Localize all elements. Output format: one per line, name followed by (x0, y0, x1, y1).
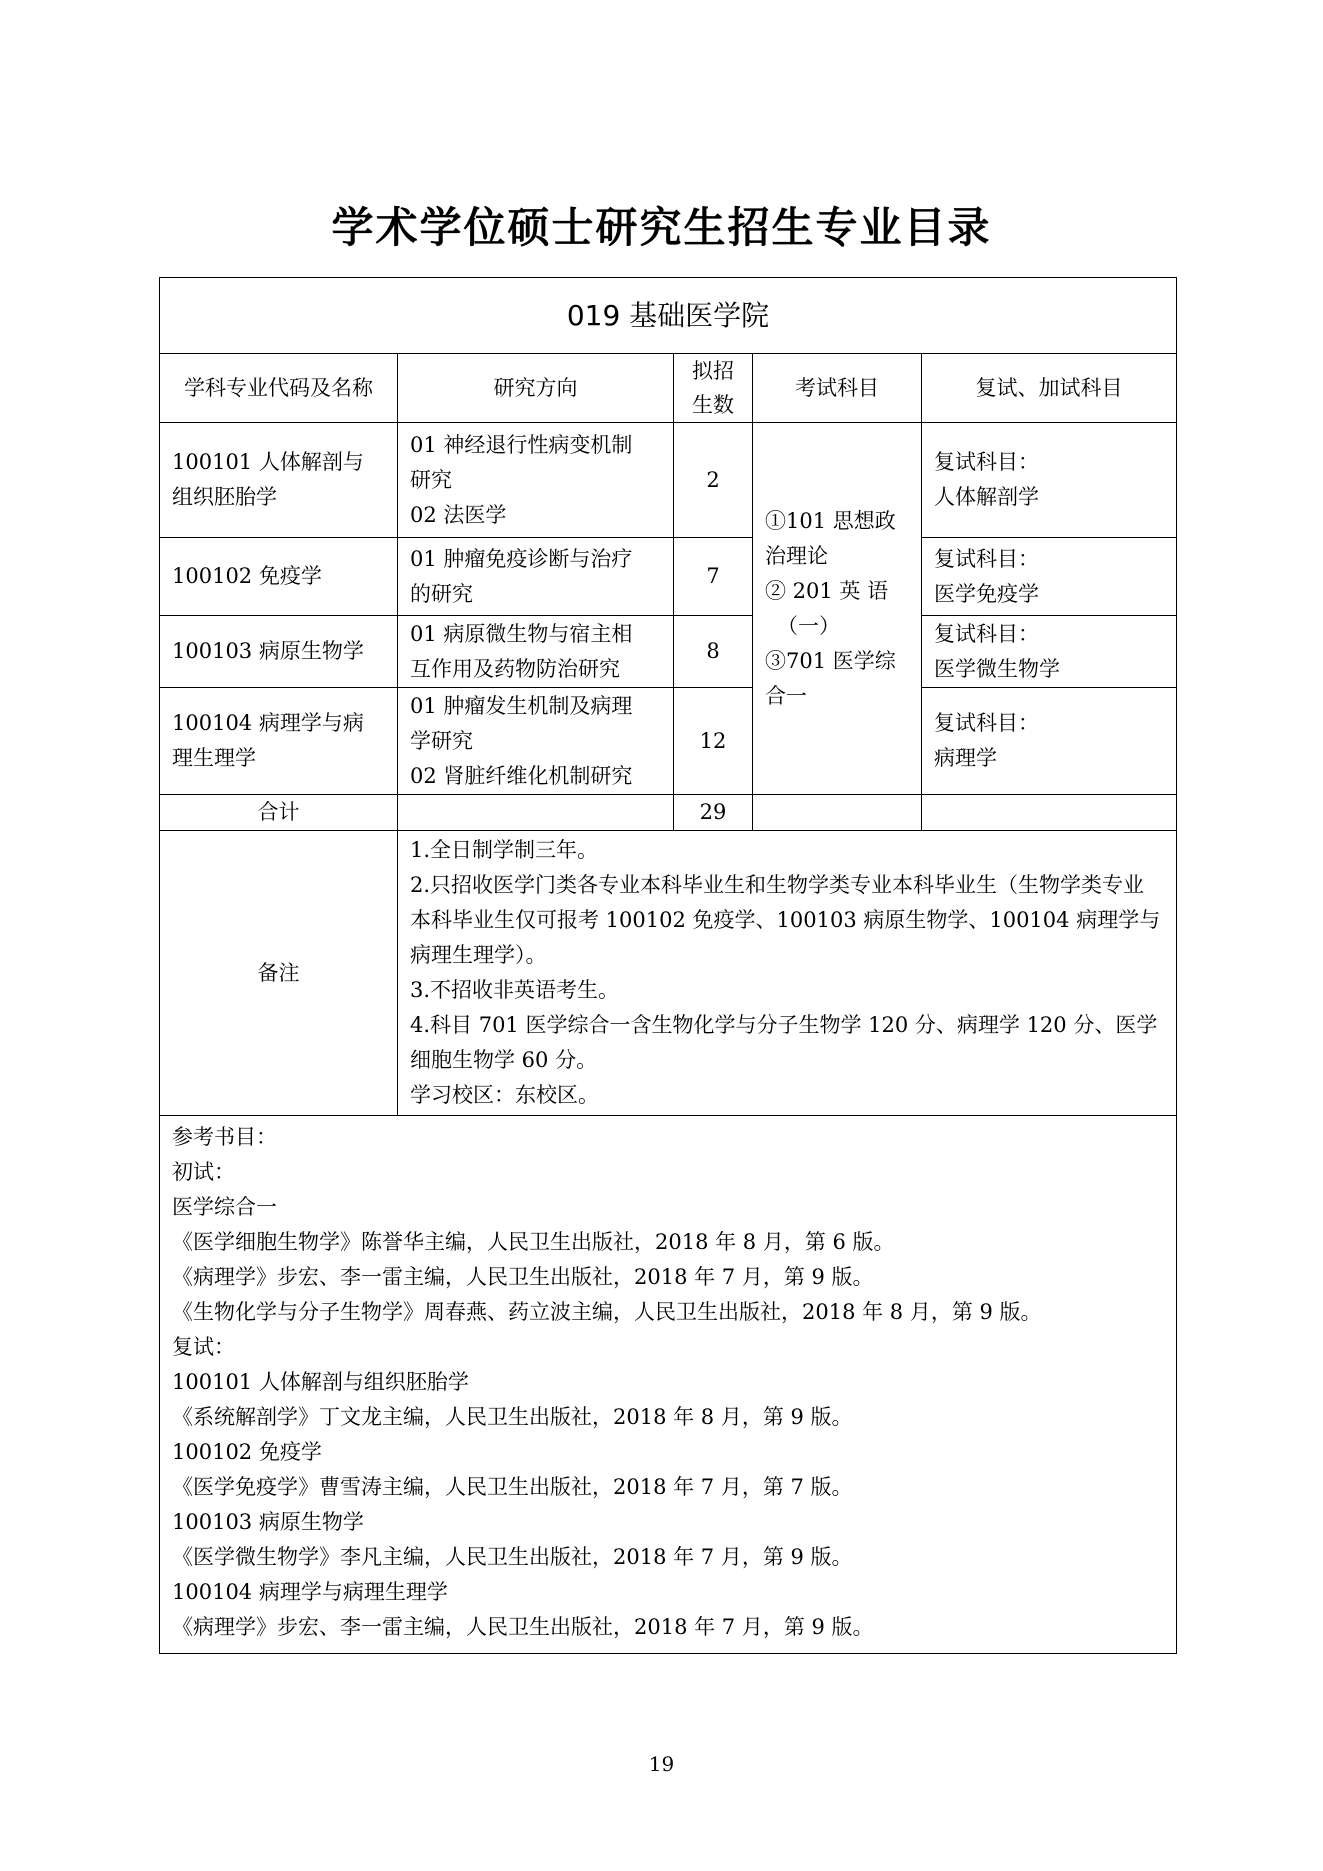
retest-cell: 复试科目： 病理学 (922, 688, 1177, 795)
table-row (160, 688, 1177, 795)
reference-line: 《生物化学与分子生物学》周春燕、药立波主编，人民卫生出版社，2018 年 8 月，第 9 版。 (172, 1300, 1042, 1324)
note-line: 3.不招收非英语考生。 (410, 978, 620, 1002)
total-empty-cell (922, 795, 1177, 831)
major-cell: 100102 免疫学 (160, 538, 398, 616)
page-number: 19 (648, 1752, 675, 1776)
total-value: 29 (674, 795, 753, 831)
references-row (160, 1116, 1177, 1654)
quota-cell: 8 (674, 616, 753, 688)
reference-line: 初试： (172, 1160, 235, 1184)
exam-subjects-cell: ①101 思想政 治理论 ② 201 英 语 （一） ③701 医学综 合一 (753, 423, 922, 795)
catalog-table (159, 277, 1177, 1654)
table-row (160, 423, 1177, 538)
notes-label: 备注 (160, 831, 398, 1116)
note-line: 4.科目 701 医学综合一含生物化学与分子生物学 120 分、病理学 120 分、医学细胞生物学 60 分。 (410, 1013, 1158, 1072)
header-direction: 研究方向 (398, 354, 674, 423)
reference-line: 《医学微生物学》李凡主编，人民卫生出版社，2018 年 7 月，第 9 版。 (172, 1545, 853, 1569)
note-line: 学习校区：东校区。 (410, 1083, 599, 1107)
direction-cell: 01 肿瘤免疫诊断与治疗 的研究 (398, 538, 674, 616)
note-line: 1.全日制学制三年。 (410, 838, 599, 862)
total-empty-cell (753, 795, 922, 831)
reference-line: 《病理学》步宏、李一雷主编，人民卫生出版社，2018 年 7 月，第 9 版。 (172, 1615, 874, 1639)
header-retest: 复试、加试科目 (922, 354, 1177, 423)
note-line: 2.只招收医学门类各专业本科毕业生和生物学类专业本科毕业生（生物学类专业本科毕业生仅可报考 100102 免疫学、100103 病原生物学、100104 病理学与病理生理学）。 (410, 873, 1161, 967)
retest-cell: 复试科目： 医学微生物学 (922, 616, 1177, 688)
major-cell: 100103 病原生物学 (160, 616, 398, 688)
header-quota: 拟招 生数 (674, 354, 753, 423)
header-major: 学科专业代码及名称 (160, 354, 398, 423)
major-cell: 100104 病理学与病 理生理学 (160, 688, 398, 795)
header-exam: 考试科目 (753, 354, 922, 423)
reference-line: 《医学免疫学》曹雪涛主编，人民卫生出版社，2018 年 7 月，第 7 版。 (172, 1475, 853, 1499)
major-cell: 100101 人体解剖与 组织胚胎学 (160, 423, 398, 538)
reference-line: 参考书目： (172, 1125, 277, 1149)
direction-cell: 01 病原微生物与宿主相 互作用及药物防治研究 (398, 616, 674, 688)
school-name: 019 基础医学院 (160, 278, 1177, 354)
retest-cell: 复试科目： 医学免疫学 (922, 538, 1177, 616)
reference-line: 《病理学》步宏、李一雷主编，人民卫生出版社，2018 年 7 月，第 9 版。 (172, 1265, 874, 1289)
total-empty-cell (398, 795, 674, 831)
quota-cell: 12 (674, 688, 753, 795)
references-content (160, 1116, 1177, 1654)
page-title: 学术学位硕士研究生招生专业目录 (331, 203, 992, 252)
direction-cell: 01 神经退行性病变机制 研究 02 法医学 (398, 423, 674, 538)
table-header-row (160, 354, 1177, 423)
reference-line: 复试： (172, 1335, 235, 1359)
table-row (160, 538, 1177, 616)
total-row (160, 795, 1177, 831)
table-row (160, 616, 1177, 688)
reference-line: 医学综合一 (172, 1195, 277, 1219)
notes-content (398, 831, 1177, 1116)
reference-line: 100101 人体解剖与组织胚胎学 (172, 1370, 469, 1394)
direction-cell: 01 肿瘤发生机制及病理 学研究 02 肾脏纤维化机制研究 (398, 688, 674, 795)
reference-line: 《系统解剖学》丁文龙主编，人民卫生出版社，2018 年 8 月，第 9 版。 (172, 1405, 853, 1429)
notes-row (160, 831, 1177, 1116)
quota-cell: 7 (674, 538, 753, 616)
total-label: 合计 (160, 795, 398, 831)
reference-line: 《医学细胞生物学》陈誉华主编，人民卫生出版社，2018 年 8 月，第 6 版。 (172, 1230, 895, 1254)
reference-line: 100102 免疫学 (172, 1440, 322, 1464)
retest-cell: 复试科目： 人体解剖学 (922, 423, 1177, 538)
reference-line: 100103 病原生物学 (172, 1510, 364, 1534)
quota-cell: 2 (674, 423, 753, 538)
reference-line: 100104 病理学与病理生理学 (172, 1580, 448, 1604)
